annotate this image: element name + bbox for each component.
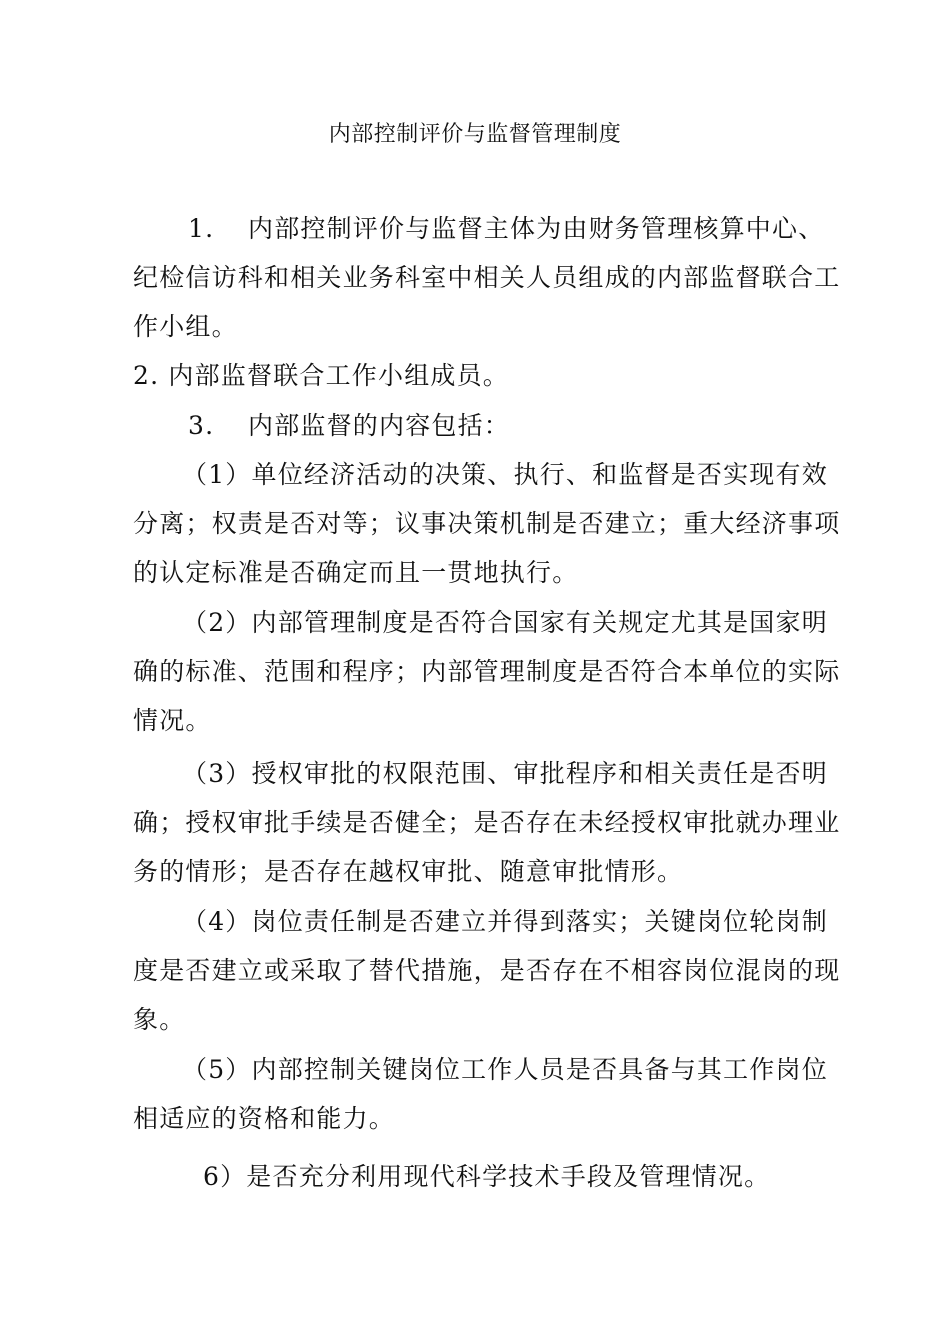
item-1-text-1: 内部控制评价与监督主体为由财务管理核算中心、 bbox=[248, 214, 825, 243]
sub-4-line-2: 度是否建立或采取了替代措施，是否存在不相容岗位混岗的现 bbox=[133, 956, 841, 985]
sub-1-line-2: 分离；权责是否对等；议事决策机制是否建立；重大经济事项 bbox=[133, 509, 841, 538]
sub-3-line-2: 确；授权审批手续是否健全；是否存在未经授权审批就办理业 bbox=[133, 808, 841, 837]
sub-3-line-1: （3）授权审批的权限范围、审批程序和相关责任是否明 bbox=[182, 759, 828, 788]
item-1-line-3: 作小组。 bbox=[133, 312, 238, 341]
item-3-line bbox=[188, 409, 510, 443]
sub-2-line-3: 情况。 bbox=[133, 706, 212, 735]
sub-2-line-1: （2）内部管理制度是否符合国家有关规定尤其是国家明 bbox=[182, 608, 828, 637]
sub-6-line-1: 6）是否充分利用现代科学技术手段及管理情况。 bbox=[203, 1162, 771, 1191]
document-title: 内部控制评价与监督管理制度 bbox=[328, 122, 622, 147]
sub-4-line-1: （4）岗位责任制是否建立并得到落实；关键岗位轮岗制 bbox=[182, 907, 828, 936]
sub-2-line-2: 确的标准、范围和程序；内部管理制度是否符合本单位的实际 bbox=[133, 657, 841, 686]
sub-1-line-1: （1）单位经济活动的决策、执行、和监督是否实现有效 bbox=[182, 460, 828, 489]
item-1-number: 1. bbox=[188, 214, 215, 243]
sub-1-line-3: 的认定标准是否确定而且一贯地执行。 bbox=[133, 558, 579, 587]
item-1-line-2: 纪检信访科和相关业务科室中相关人员组成的内部监督联合工 bbox=[133, 263, 841, 292]
sub-3-line-3: 务的情形；是否存在越权审批、随意审批情形。 bbox=[133, 857, 684, 886]
sub-4-line-3: 象。 bbox=[133, 1005, 186, 1034]
item-1-line-1 bbox=[188, 212, 824, 246]
item-2-line: 2. 内部监督联合工作小组成员。 bbox=[133, 361, 510, 390]
sub-5-line-2: 相适应的资格和能力。 bbox=[133, 1104, 396, 1133]
item-3-number: 3. bbox=[188, 411, 215, 440]
item-3-text: 内部监督的内容包括： bbox=[248, 411, 511, 440]
sub-5-line-1: （5）内部控制关键岗位工作人员是否具备与其工作岗位 bbox=[182, 1055, 828, 1084]
